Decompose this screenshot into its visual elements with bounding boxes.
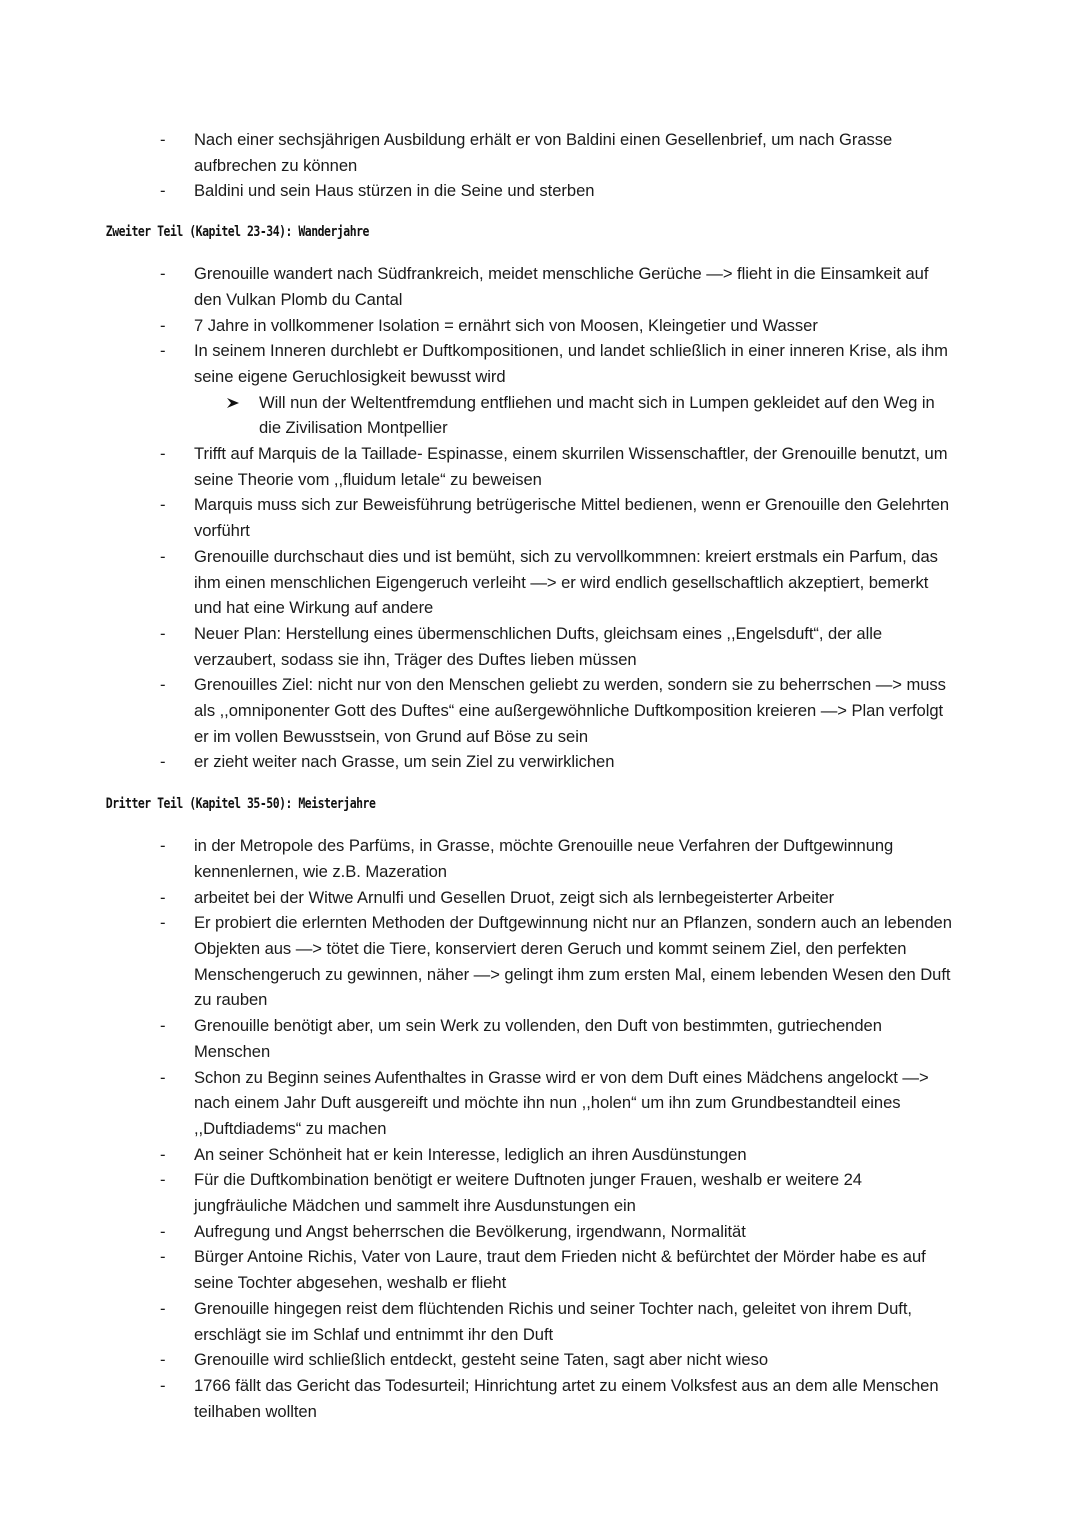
list-item-text: Grenouille durchschaut dies und ist bemüht, sich zu vervollkommnen: kreiert erstmals ein Parfum, das ihm einen menschlichen Eigengeruch verleiht —> er wird endlich gesellschaftlich akzeptiert, bemerkt und hat eine Wirkung auf andere — [194, 546, 938, 618]
dash-bullet-icon: - — [160, 1221, 166, 1241]
sub-list-item — [259, 390, 952, 441]
dash-bullet-icon: - — [160, 495, 166, 515]
list-item — [0, 621, 1080, 672]
list-item — [0, 1013, 1080, 1064]
list-item — [0, 1219, 1080, 1245]
dash-bullet-icon: - — [160, 130, 166, 149]
list-item-text: Grenouille wandert nach Südfrankreich, meidet menschliche Gerüche —> flieht in die Einsamkeit auf den Vulkan Plomb du Cantal — [194, 264, 929, 309]
dash-bullet-icon: - — [160, 623, 166, 643]
document-content — [0, 127, 1080, 1424]
sub-list-item-text: Will nun der Weltentfremdung entfliehen und macht sich in Lumpen gekleidet auf den Weg in die Zivilisation Montpellier — [259, 392, 935, 438]
dash-bullet-icon: - — [160, 1298, 166, 1318]
list-item-text: Grenouilles Ziel: nicht nur von den Menschen geliebt zu werden, sondern sie zu beherrschen —> muss als ,,omniponenter Gott des Duftes“ eine außergewöhnliche Duftkomposition kreieren —> Plan verfolgt er im vollen Bewusstsein, von Grund auf Böse zu sein — [194, 675, 946, 746]
list-item — [0, 313, 1080, 339]
list-item — [0, 338, 1080, 441]
dash-bullet-icon: - — [160, 752, 166, 772]
dash-bullet-icon: - — [160, 1016, 166, 1036]
section-heading-dritter-teil: Dritter Teil (Kapitel 35-50): Meisterjahre — [105, 796, 376, 813]
bullet-list-part-two — [0, 261, 1080, 775]
list-item-text: arbeitet bei der Witwe Arnulfi und Gesellen Druot, zeigt sich als lernbegeisterter Arbeiter — [194, 887, 835, 907]
list-item-text: 1766 fällt das Gericht das Todesurteil; Hinrichtung artet zu einem Volksfest aus an dem alle Menschen teilhaben wollten — [194, 1375, 939, 1421]
sub-bullet-list — [194, 390, 952, 441]
list-item-text: 7 Jahre in vollkommener Isolation = ernährt sich von Moosen, Kleingetier und Wasser — [194, 315, 818, 335]
list-item — [0, 1142, 1080, 1168]
list-item — [0, 910, 1080, 1013]
list-item — [0, 1296, 1080, 1347]
dash-bullet-icon: - — [160, 1067, 166, 1087]
list-item — [0, 1244, 1080, 1295]
list-item — [0, 261, 1080, 312]
dash-bullet-icon: - — [160, 836, 166, 856]
dash-bullet-icon: - — [160, 264, 166, 284]
list-item — [0, 1347, 1080, 1373]
list-item — [0, 1065, 1080, 1142]
list-item-text: er zieht weiter nach Grasse, um sein Ziel zu verwirklichen — [194, 752, 615, 772]
section-heading-zweiter-teil: Zweiter Teil (Kapitel 23-34): Wanderjahre — [105, 224, 369, 241]
bullet-list-part-one-continued — [0, 127, 1080, 204]
list-item-text: Baldini und sein Haus stürzen in die Seine und sterben — [194, 181, 595, 201]
dash-bullet-icon: - — [160, 181, 166, 201]
list-item-text: Aufregung und Angst beherrschen die Bevölkerung, irgendwann, Normalität — [194, 1221, 746, 1241]
list-item-text: Er probiert die erlernten Methoden der Duftgewinnung nicht nur an Pflanzen, sondern auch an lebenden Objekten aus —> tötet die Tiere, konserviert deren Geruch und kommt seinem Ziel, den perfekten Menschengeruch zu gewinnen, näher —> gelingt ihm zum ersten Mal, einem lebenden Wesen den Duft zu rauben — [194, 913, 952, 1010]
list-item-text: Nach einer sechsjährigen Ausbildung erhält er von Baldini einen Gesellenbrief, um nach Grasse aufbrechen zu können — [194, 130, 893, 175]
list-item-text: Neuer Plan: Herstellung eines übermenschlichen Dufts, gleichsam eines ,,Engelsduft“, der alle verzaubert, sodass sie ihn, Träger des Duftes lieben müssen — [194, 623, 883, 669]
list-item — [0, 1373, 1080, 1424]
list-item — [0, 178, 1080, 204]
dash-bullet-icon: - — [160, 341, 166, 361]
list-item-text: In seinem Inneren durchlebt er Duftkompositionen, und landet schließlich in einer inneren Krise, als ihm seine eigene Geruchlosigkeit bewusst wird — [194, 341, 948, 386]
list-item — [0, 672, 1080, 749]
list-item-text: Bürger Antoine Richis, Vater von Laure, traut dem Frieden nicht & befürchtet der Mörder habe es auf seine Tochter abgesehen, weshalb er flieht — [194, 1247, 926, 1293]
dash-bullet-icon: - — [160, 1144, 166, 1164]
dash-bullet-icon: - — [160, 1375, 166, 1395]
list-item — [0, 749, 1080, 775]
list-item-text: Schon zu Beginn seines Aufenthaltes in Grasse wird er von dem Duft eines Mädchens angelockt —> nach einem Jahr Duft ausgereift und möchte ihn nun ,,holen“ um ihn zum Grundbestandteil eines ,,Duftdiadems“ zu machen — [194, 1067, 929, 1138]
list-item-text: An seiner Schönheit hat er kein Interesse, lediglich an ihren Ausdünstungen — [194, 1144, 747, 1164]
bullet-list-part-three — [0, 833, 1080, 1424]
list-item — [0, 885, 1080, 911]
list-item — [0, 1167, 1080, 1218]
dash-bullet-icon: - — [160, 887, 166, 907]
list-item-text: Grenouille benötigt aber, um sein Werk zu vollenden, den Duft von bestimmten, gutriechenden Menschen — [194, 1016, 882, 1061]
dash-bullet-icon: - — [160, 913, 166, 933]
list-item-text: Trifft auf Marquis de la Taillade- Espinasse, einem skurrilen Wissenschaftler, der Grenouille benutzt, um seine Theorie vom ,,fluidum letale“ zu beweisen — [194, 444, 948, 489]
list-item-text: Grenouille wird schließlich entdeckt, gesteht seine Taten, sagt aber nicht wieso — [194, 1350, 769, 1370]
dash-bullet-icon: - — [160, 315, 166, 335]
dash-bullet-icon: - — [160, 546, 166, 566]
dash-bullet-icon: - — [160, 1170, 166, 1190]
list-item — [0, 441, 1080, 492]
list-item-text: Für die Duftkombination benötigt er weitere Duftnoten junger Frauen, weshalb er weitere 24 jungfräuliche Mädchen und sammelt ihre Ausdunstungen ein — [194, 1170, 862, 1216]
dash-bullet-icon: - — [160, 1247, 166, 1267]
dash-bullet-icon: - — [160, 1350, 166, 1370]
list-item — [0, 492, 1080, 543]
list-item — [0, 833, 1080, 884]
list-item — [0, 127, 1080, 178]
list-item-text: Grenouille hingegen reist dem flüchtenden Richis und seiner Tochter nach, geleitet von ihrem Duft, erschlägt sie im Schlaf und entnimmt ihr den Duft — [194, 1298, 912, 1344]
list-item — [0, 544, 1080, 621]
list-item-text: Marquis muss sich zur Beweisführung betrügerische Mittel bedienen, wenn er Grenouille den Gelehrten vorführt — [194, 495, 950, 541]
dash-bullet-icon: - — [160, 675, 166, 695]
list-item-text: in der Metropole des Parfüms, in Grasse, möchte Grenouille neue Verfahren der Duftgewinnung kennenlernen, wie z.B. Mazeration — [194, 836, 894, 881]
arrowhead-bullet-icon — [226, 397, 240, 409]
dash-bullet-icon: - — [160, 444, 166, 464]
